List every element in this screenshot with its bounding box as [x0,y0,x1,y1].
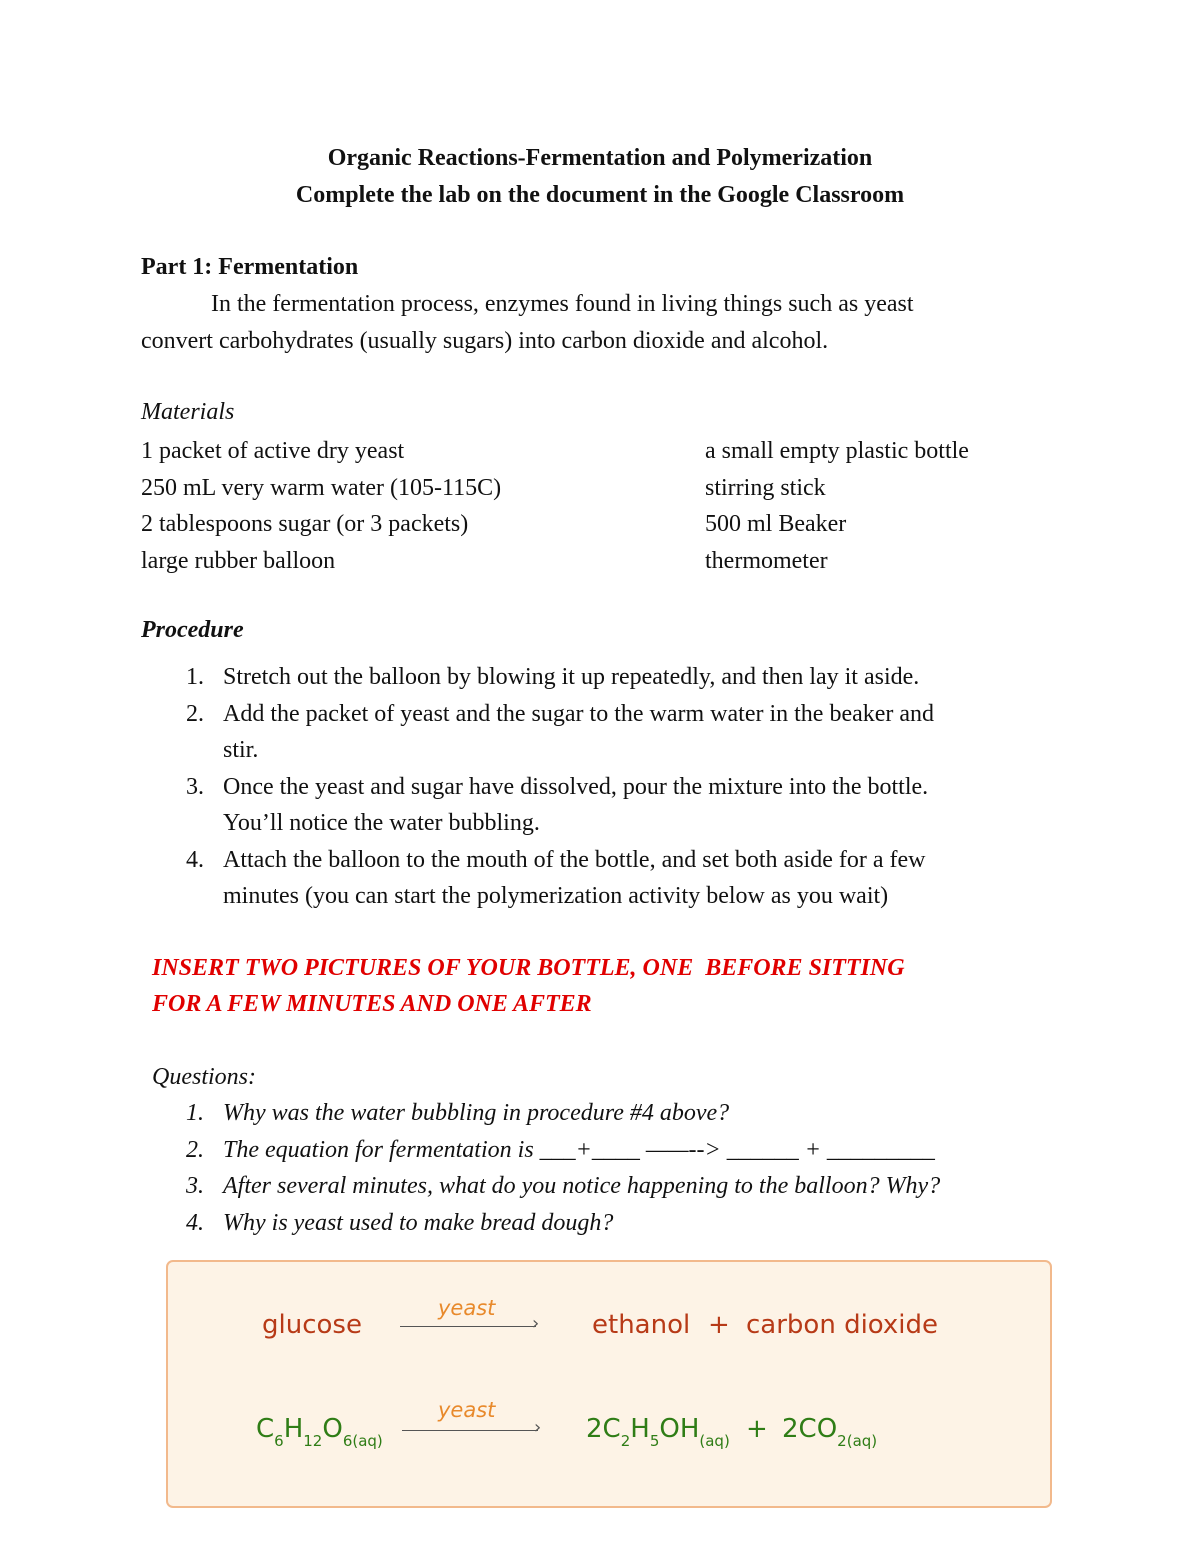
question-text: After several minutes, what do you notice happening to the balloon? Why? [223,1173,941,1199]
insert-pictures-instruction-line-2: FOR A FEW MINUTES AND ONE AFTER [152,991,592,1017]
step-number: 3. [186,773,204,800]
question-text: Why was the water bubbling in procedure #4 above? [223,1100,730,1126]
question-item [186,1095,940,1132]
step-text: minutes (you can start the polymerization activity below as you wait) [223,883,889,909]
chem-symbol: H [283,1414,304,1444]
step-text: stir. [223,737,259,763]
questions-list [186,1095,941,1241]
part1-heading: Part 1: Fermentation [141,254,359,280]
question-text: Why is yeast used to make bread dough? [223,1209,614,1236]
procedure-list [186,659,935,915]
word-catalyst-yeast: yeast [438,1296,496,1320]
chem-subscript: 2(aq) [837,1432,878,1450]
chem-catalyst-yeast: yeast [438,1398,496,1422]
step-number: 2. [186,700,204,727]
step-number: 4. [186,846,204,873]
question-item [186,1168,941,1205]
material-item: thermometer [705,547,828,574]
chem-reactant-glucose [256,1414,383,1450]
chem-product-carbon-dioxide [782,1414,878,1450]
question-item [186,1132,940,1169]
procedure-step [186,659,934,696]
chem-subscript: 5 [649,1432,660,1450]
question-number: 3. [186,1173,204,1199]
intro-line-1: In the fermentation process, enzymes found in living things such as yeast [211,291,914,317]
procedure-heading: Procedure [141,617,244,643]
chem-symbol: OH [659,1414,700,1444]
intro-line-2: convert carbohydrates (usually sugars) into carbon dioxide and alcohol. [141,328,829,354]
word-product-ethanol: ethanol [592,1310,691,1340]
page-title: Organic Reactions-Fermentation and Polymerization [327,145,873,171]
material-item: stirring stick [705,474,826,501]
chem-symbol: H [630,1414,650,1444]
chem-subscript: 6 [274,1432,284,1450]
procedure-step [186,842,934,915]
step-text: Add the packet of yeast and the sugar to the warm water in the beaker and [223,700,935,727]
step-text: Stretch out the balloon by blowing it up repeatedly, and then lay it aside. [223,664,920,690]
material-item: 1 packet of active dry yeast [141,438,405,464]
materials-right-column [705,433,969,579]
material-item: a small empty plastic bottle [705,438,969,464]
material-item: 250 mL very warm water (105-115C) [141,474,502,501]
question-item [186,1205,940,1242]
question-number: 1. [186,1100,204,1126]
question-text: The equation for fermentation is ___+____ ——--> ______ + _________ [223,1136,935,1163]
step-text: You’ll notice the water bubbling. [223,810,540,836]
chem-symbol: O [322,1414,343,1444]
chem-symbol: C [256,1414,275,1444]
material-item: 2 tablespoons sugar (or 3 packets) [141,511,469,537]
step-text: Once the yeast and sugar have dissolved, pour the mixture into the bottle. [223,773,929,800]
word-reactant-glucose: glucose [262,1310,362,1340]
chem-subscript: 2 [620,1432,631,1450]
procedure-step [186,696,935,769]
chem-subscript: 12 [303,1432,323,1450]
chem-product-ethanol [586,1414,730,1450]
fermentation-equation-box: glucose yeast › ethanol + carbon dioxide $C_6H_{12}O_{6(aq)}$ yeast › $2C_2H_5OH_{(aq)}$ + $2CO_{2(aq)}$ [166,1260,1052,1508]
step-text: Attach the balloon to the mouth of the bottle, and set both aside for a few [223,846,926,873]
material-item: large rubber balloon [141,547,336,574]
step-number: 1. [186,664,204,690]
materials-heading: Materials [141,399,235,425]
materials-left-column [141,433,501,579]
insert-pictures-instruction-line-1: INSERT TWO PICTURES OF YOUR BOTTLE, ONE BEFORE SITTING [152,955,905,981]
material-item: 500 ml Beaker [705,511,847,537]
chem-plus-sign: + [746,1414,768,1444]
chem-subscript: 6(aq) [342,1432,383,1450]
chem-symbol: 2C [586,1414,621,1444]
chem-subscript: (aq) [699,1432,730,1450]
procedure-step [186,769,934,842]
chem-symbol: 2CO [782,1414,838,1444]
word-product-carbon-dioxide: carbon dioxide [746,1310,939,1340]
question-number: 4. [186,1209,204,1236]
question-number: 2. [186,1136,204,1163]
word-plus-sign: + [708,1310,730,1340]
questions-heading: Questions: [152,1064,256,1090]
page-subtitle: Complete the lab on the document in the Google Classroom [295,182,905,208]
